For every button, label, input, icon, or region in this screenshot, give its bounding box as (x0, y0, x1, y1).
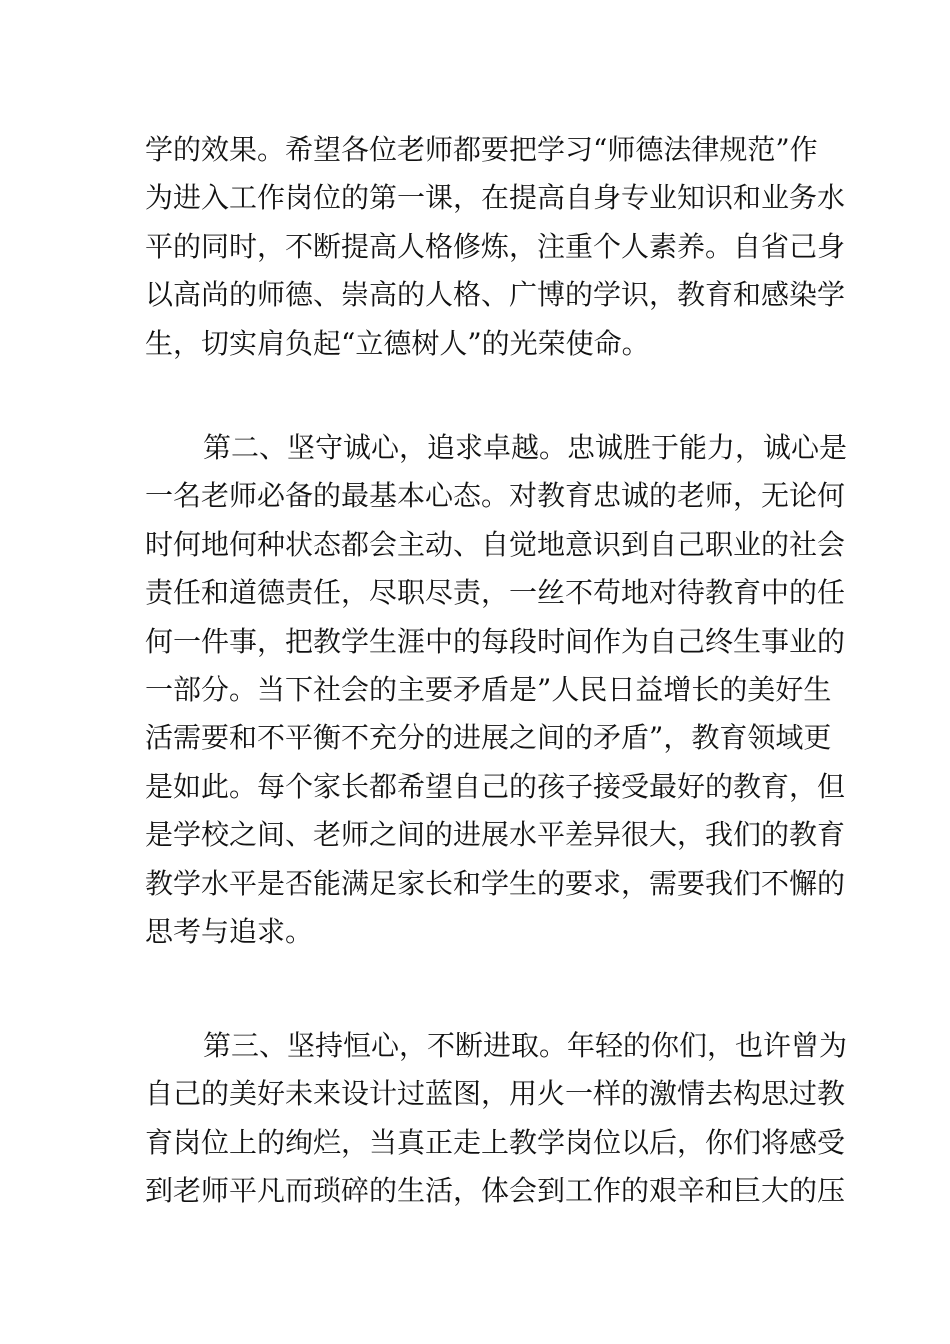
paragraph-line: 第二、坚守诚心，追求卓越。忠诚胜于能力，诚心是 (203, 431, 848, 464)
paragraph-2 (145, 424, 848, 956)
paragraph-line: 时何地何种状态都会主动、自觉地意识到自己职业的社会 (145, 527, 846, 561)
paragraph-line: 自己的美好未来设计过蓝图，用火一样的激情去构思过教 (145, 1077, 846, 1111)
paragraph-line: 为进入工作岗位的第一课，在提高自身专业知识和业务水 (145, 181, 846, 215)
paragraph-line: 学的效果。希望各位老师都要把学习“师德法律规范”作 (145, 133, 818, 166)
paragraph-line: 一名老师必备的最基本心态。对教育忠诚的老师，无论何 (145, 479, 846, 513)
paragraph-line: 第三、坚持恒心，不断进取。年轻的你们，也许曾为 (203, 1029, 848, 1062)
paragraph-1 (145, 126, 846, 368)
paragraph-line: 以高尚的师德、崇高的人格、广博的学识，教育和感染学 (145, 278, 846, 312)
paragraph-3 (145, 1022, 848, 1216)
paragraph-line: 育岗位上的绚烂，当真正走上教学岗位以后，你们将感受 (145, 1125, 846, 1159)
paragraph-line: 教学水平是否能满足家长和学生的要求，需要我们不懈的 (145, 866, 846, 900)
paragraph-line: 平的同时，不断提高人格修炼，注重个人素养。自省己身 (145, 229, 846, 263)
paragraph-line: 何一件事，把教学生涯中的每段时间作为自己终生事业的 (145, 624, 846, 658)
paragraph-line: 责任和道德责任，尽职尽责，一丝不苟地对待教育中的任 (145, 576, 846, 610)
paragraph-line: 一部分。当下社会的主要矛盾是”人民日益增长的美好生 (145, 672, 832, 706)
paragraph-line: 是学校之间、老师之间的进展水平差异很大，我们的教育 (145, 818, 846, 852)
paragraph-line: 是如此。每个家长都希望自己的孩子接受最好的教育，但 (145, 769, 846, 803)
paragraph-line: 生，切实肩负起“立德树人”的光荣使命。 (145, 326, 650, 360)
paragraph-line: 活需要和不平衡不充分的进展之间的矛盾”，教育领域更 (145, 721, 832, 755)
paragraph-line: 到老师平凡而琐碎的生活，体会到工作的艰辛和巨大的压 (145, 1174, 846, 1208)
paragraph-line: 思考与追求。 (145, 914, 314, 948)
